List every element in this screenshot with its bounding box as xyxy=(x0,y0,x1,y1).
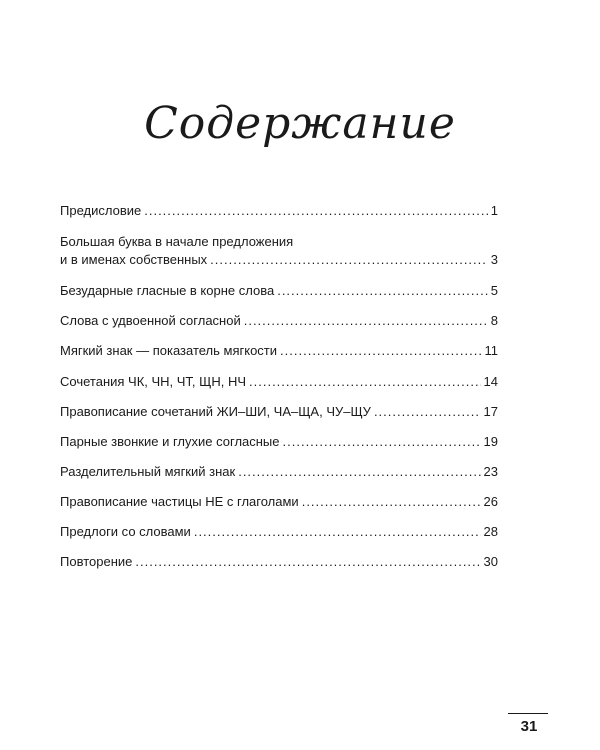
toc-entry-page: 14 xyxy=(483,374,498,389)
toc-entry-title: Безударные гласные в корне слова xyxy=(60,283,275,298)
toc-entry-title: Сочетания ЧК, ЧН, ЧТ, ЩН, НЧ xyxy=(60,374,247,389)
dot-leader xyxy=(249,373,481,391)
dot-leader xyxy=(283,433,481,451)
toc-entry-unstressed-vowels[interactable] xyxy=(60,282,498,300)
toc-entry-title: Парные звонкие и глухие согласные xyxy=(60,434,280,449)
toc-entry-zhi-shi[interactable] xyxy=(60,403,498,421)
toc-entry-page: 26 xyxy=(483,494,498,509)
dot-leader xyxy=(135,553,480,571)
toc-entry-page: 5 xyxy=(490,283,498,298)
toc-entry-page: 8 xyxy=(490,313,498,328)
toc-entry-title: Правописание сочетаний ЖИ–ШИ, ЧА–ЩА, ЧУ–ЩУ xyxy=(60,404,371,419)
toc-entry-preface[interactable] xyxy=(60,202,498,220)
toc-entry-title: Разделительный мягкий знак xyxy=(60,464,236,479)
toc-entry-title: Мягкий знак — показатель мягкости xyxy=(60,343,278,358)
page-number: 31 xyxy=(520,718,538,735)
toc-entry-page: 11 xyxy=(484,343,498,358)
dot-leader xyxy=(277,282,488,300)
toc-entry-page: 17 xyxy=(483,404,498,419)
dot-leader xyxy=(280,342,481,360)
dot-leader xyxy=(238,463,480,481)
page-title: Содержание xyxy=(144,98,456,149)
dot-leader xyxy=(194,523,481,541)
toc-entry-review[interactable] xyxy=(60,553,498,571)
page-number-rule xyxy=(508,713,548,714)
dot-leader xyxy=(144,202,488,220)
toc-entry-page: 23 xyxy=(483,464,498,479)
dot-leader xyxy=(244,312,488,330)
toc-entry-title: Правописание частицы НЕ с глаголами xyxy=(60,494,299,509)
toc-entry-title: Слова с удвоенной согласной xyxy=(60,313,241,328)
toc-entry-combinations[interactable] xyxy=(60,373,498,391)
toc-entry-page: 19 xyxy=(483,434,498,449)
toc-entry-page: 3 xyxy=(490,252,498,267)
dot-leader xyxy=(374,403,481,421)
toc-entry-title: и в именах собственных xyxy=(60,252,208,267)
toc-entry-page: 30 xyxy=(483,554,498,569)
toc-entry-paired-consonants[interactable] xyxy=(60,433,498,451)
toc-entry-title: Предлоги со словами xyxy=(60,524,191,539)
toc-entry-separating-soft-sign[interactable] xyxy=(60,463,498,481)
toc-entry-double-consonant[interactable] xyxy=(60,312,498,330)
dot-leader xyxy=(302,493,481,511)
dot-leader xyxy=(210,251,488,269)
toc-entry-prepositions[interactable] xyxy=(60,523,498,541)
toc-entry-soft-sign[interactable] xyxy=(60,342,498,360)
toc-entry-title: Повторение xyxy=(60,554,133,569)
toc-entry-title: Предисловие xyxy=(60,203,142,218)
toc-entry-title-line1: Большая буква в начале предложения xyxy=(60,234,294,249)
toc-entry-ne-with-verbs[interactable] xyxy=(60,493,498,511)
toc-entry-capital-letter[interactable] xyxy=(60,233,498,269)
toc-entry-page: 1 xyxy=(490,203,498,218)
toc-entry-page: 28 xyxy=(483,524,498,539)
